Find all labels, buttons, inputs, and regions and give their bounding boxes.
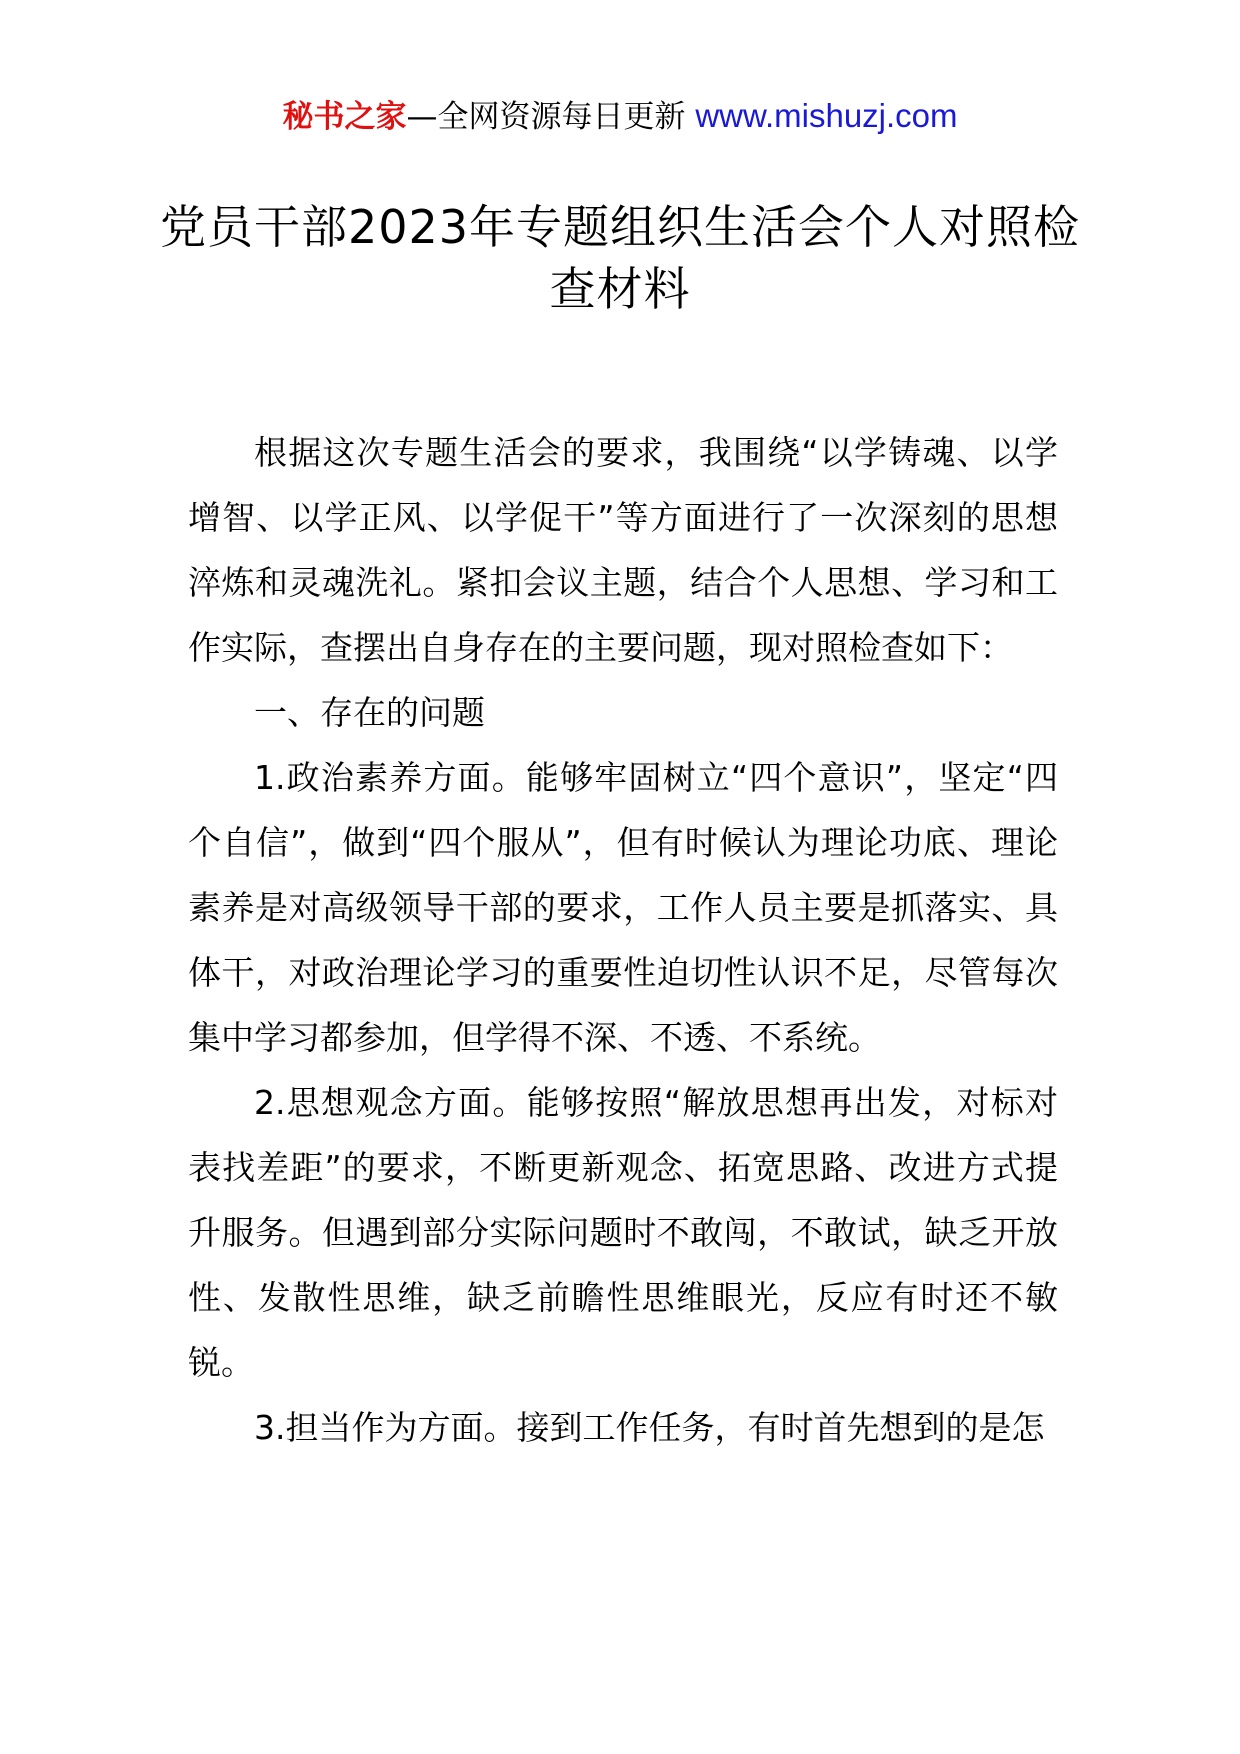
- body-paragraph: 3.担当作为方面。接到工作任务，有时首先想到的是怎: [254, 1408, 1045, 1447]
- site-url[interactable]: www.mishuzj.com: [695, 97, 958, 134]
- body-paragraph: 1.政治素养方面。能够牢固树立“四个意识”，坚定“四个自信”，做到“四个服从”，但有时候认为理论功底、理论素养是对高级领导干部的要求，工作人员主要是抓落实、具体干，对政治理论学习的重要性迫切性认识不足，尽管每次集中学习都参加，但学得不深、不透、不系统。: [188, 758, 1058, 1057]
- document-title: 党员干部2023年专题组织生活会个人对照检查材料: [159, 200, 1081, 316]
- site-header: [0, 96, 1240, 137]
- site-tagline: —全网资源每日更新: [406, 99, 686, 135]
- document-body: [188, 420, 1058, 1460]
- intro-paragraph: 根据这次专题生活会的要求，我围绕“以学铸魂、以学增智、以学正风、以学促干”等方面进行了一次深刻的思想淬炼和灵魂洗礼。紧扣会议主题，结合个人思想、学习和工作实际，查摆出自身存在的主要问题，现对照检查如下：: [188, 433, 1058, 667]
- body-paragraph: 2.思想观念方面。能够按照“解放思想再出发，对标对表找差距”的要求，不断更新观念、拓宽思路、改进方式提升服务。但遇到部分实际问题时不敢闯，不敢试，缺乏开放性、发散性思维，缺乏前瞻性思维眼光，反应有时还不敏锐。: [188, 1083, 1058, 1382]
- site-brand: 秘书之家: [282, 99, 407, 135]
- section-heading: 一、存在的问题: [254, 693, 485, 732]
